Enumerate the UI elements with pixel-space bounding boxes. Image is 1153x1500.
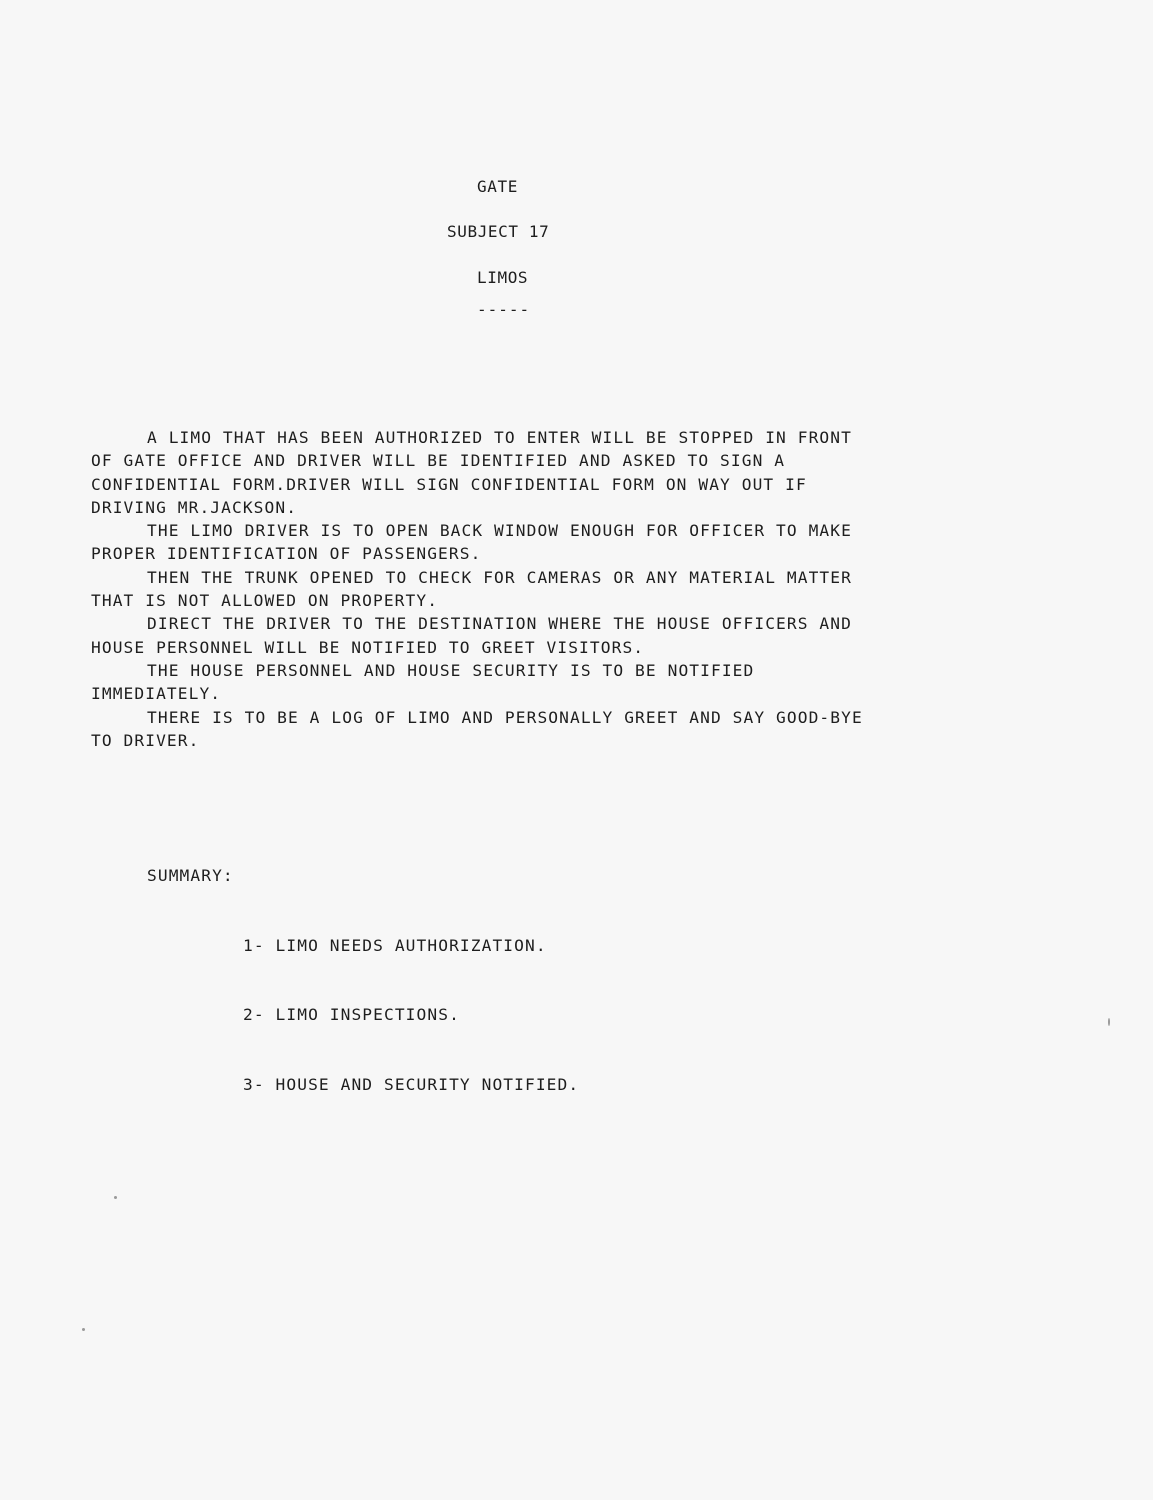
- heading-subject: SUBJECT 17: [447, 222, 550, 241]
- text-line: THE LIMO DRIVER IS TO OPEN BACK WINDOW ENOUGH FOR OFFICER TO MAKE: [147, 521, 852, 541]
- paragraph-3: [91, 566, 1091, 613]
- text-line: THE HOUSE PERSONNEL AND HOUSE SECURITY IS TO BE NOTIFIED: [147, 660, 755, 680]
- text-line: THAT IS NOT ALLOWED ON PROPERTY.: [91, 591, 439, 611]
- text-line: THERE IS TO BE A LOG OF LIMO AND PERSONALLY GREET AND SAY GOOD-BYE: [147, 707, 863, 727]
- text-line: DRIVING MR.JACKSON.: [91, 497, 298, 517]
- paragraph-5: [91, 659, 1091, 706]
- paper-speck: [114, 1196, 117, 1199]
- paper-speck: [1108, 1018, 1110, 1026]
- text-line: TO DRIVER.: [91, 730, 200, 750]
- heading-underline: -----: [477, 300, 531, 319]
- text-line: THEN THE TRUNK OPENED TO CHECK FOR CAMERAS OR ANY MATERIAL MATTER: [147, 567, 852, 587]
- text-line: IMMEDIATELY.: [91, 684, 222, 704]
- text-line: CONFIDENTIAL FORM.DRIVER WILL SIGN CONFIDENTIAL FORM ON WAY OUT IF: [91, 474, 807, 494]
- summary-item: 1- LIMO NEEDS AUTHORIZATION.: [243, 935, 547, 955]
- paragraph-1: [91, 426, 1091, 519]
- summary-item: 2- LIMO INSPECTIONS.: [243, 1005, 460, 1025]
- heading-gate: GATE: [477, 177, 518, 196]
- summary-label: SUMMARY:: [147, 866, 234, 885]
- text-line: HOUSE PERSONNEL WILL BE NOTIFIED TO GREET VISITORS.: [91, 637, 645, 657]
- paragraph-4: [91, 612, 1091, 659]
- summary-item: 3- HOUSE AND SECURITY NOTIFIED.: [243, 1075, 580, 1095]
- text-line: OF GATE OFFICE AND DRIVER WILL BE IDENTIFIED AND ASKED TO SIGN A: [91, 451, 786, 471]
- paragraph-6: [91, 706, 1091, 753]
- body-text: [91, 426, 1091, 752]
- heading-limos: LIMOS: [477, 268, 529, 287]
- summary-list: [243, 887, 579, 1143]
- paragraph-2: [91, 519, 1091, 566]
- paper-speck: [82, 1328, 85, 1331]
- text-line: A LIMO THAT HAS BEEN AUTHORIZED TO ENTER WILL BE STOPPED IN FRONT: [147, 428, 852, 447]
- text-line: DIRECT THE DRIVER TO THE DESTINATION WHERE THE HOUSE OFFICERS AND: [147, 614, 852, 634]
- text-line: PROPER IDENTIFICATION OF PASSENGERS.: [91, 544, 482, 564]
